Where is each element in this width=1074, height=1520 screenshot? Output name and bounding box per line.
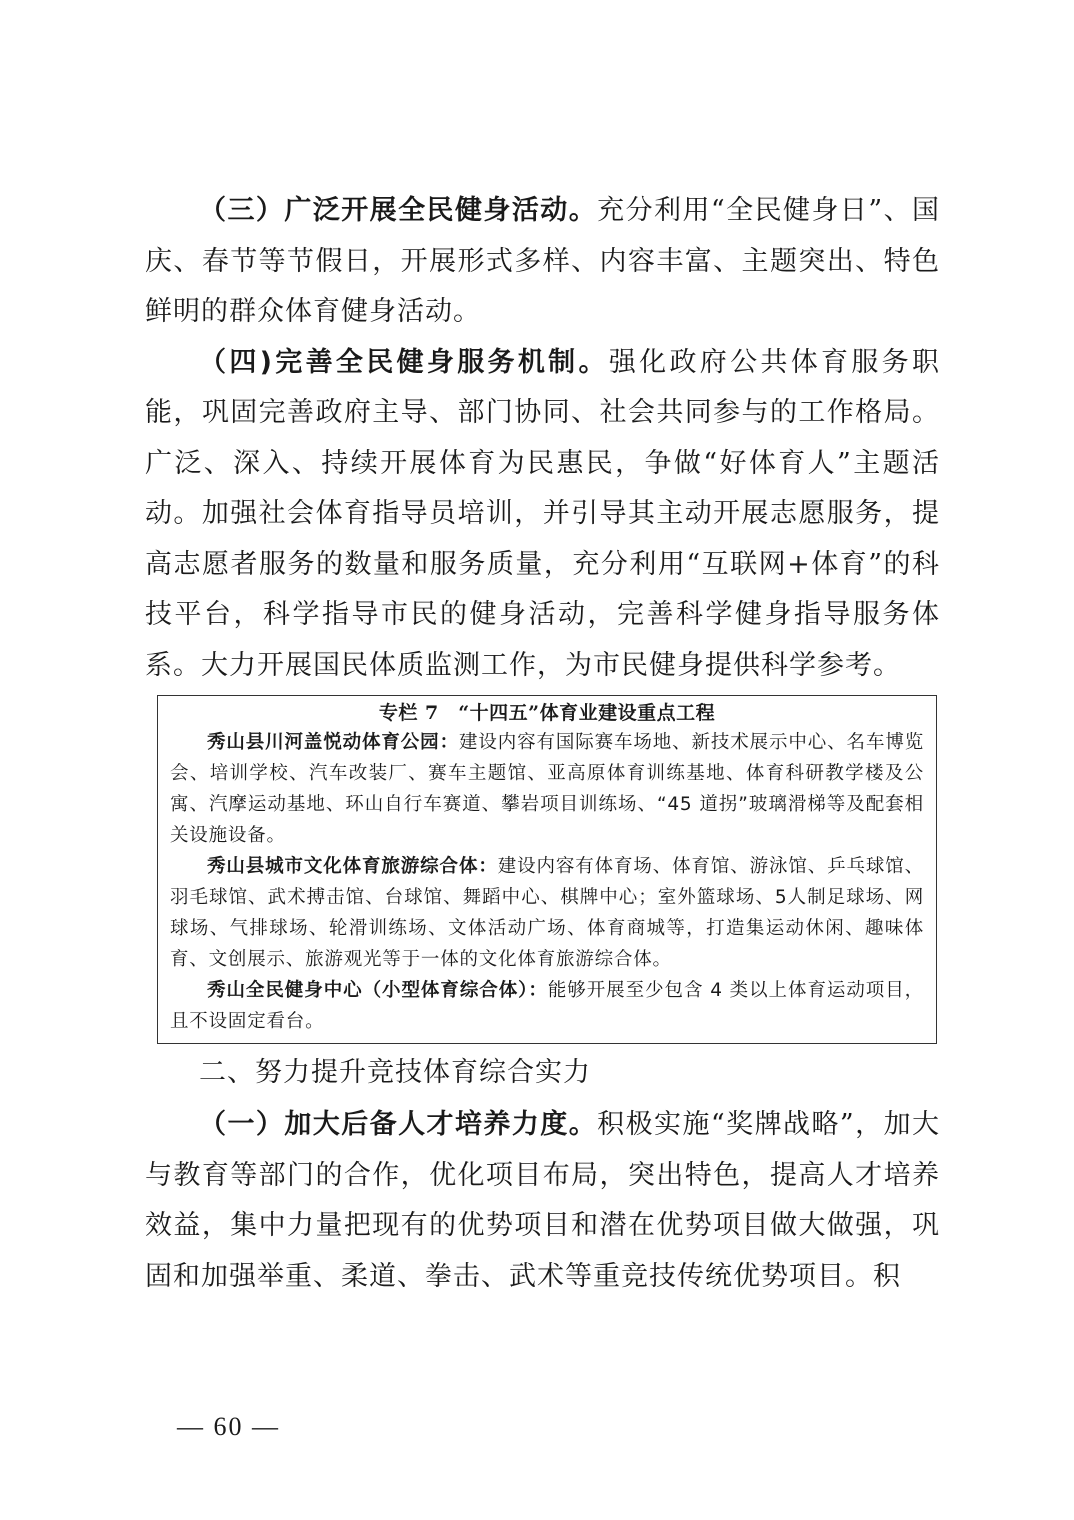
- document-body: [145, 186, 940, 1302]
- section-heading: 二、努力提升竞技体育综合实力: [199, 1057, 591, 1088]
- paragraph-mass-fitness-activities: [145, 186, 940, 338]
- paragraph-lead: （三）广泛开展全民健身活动。: [199, 195, 598, 226]
- page-number: — 60 —: [177, 1412, 280, 1441]
- box-item-body: 建设内容有体育场、体育馆、游泳馆、乒乓球馆、羽毛球馆、武术搏击馆、台球馆、舞蹈中心、棋牌中心；室外篮球场、5人制足球场、网球场、气排球场、轮滑训练场、文体活动广场、体育商城等，打造集运动休闲、趣味体育、文创展示、旅游观光等于一体的文化体育旅游综合体。: [170, 856, 924, 970]
- box-item-fitness-center: [170, 975, 924, 1037]
- box-item-body: 能够开展至少包含 4 类以上体育运动项目，且不设固定看台。: [170, 980, 924, 1032]
- paragraph-body: 强化政府公共体育服务职能，巩固完善政府主导、部门协同、社会共同参与的工作格局。广泛、深入、持续开展体育为民惠民，争做“好体育人”主题活动。加强社会体育指导员培训，并引导其主动开展志愿服务，提高志愿者服务的数量和服务质量，充分利用“互联网+体育”的科技平台，科学指导市民的健身活动，完善科学健身指导服务体系。大力开展国民体质监测工作，为市民健身提供科学参考。: [145, 346, 941, 681]
- paragraph-lead: （一）加大后备人才培养力度。: [199, 1109, 598, 1140]
- paragraph-body: 积极实施“奖牌战略”，加大与教育等部门的合作，优化项目布局，突出特色，提高人才培养效益，集中力量把现有的优势项目和潜在优势项目做大做强，巩固和加强举重、柔道、拳击、武术等重竞技传统优势项目。积: [145, 1109, 941, 1292]
- box-item-culture-sports-complex: [170, 851, 924, 975]
- box-item-lead: 秀山全民健身中心（小型体育综合体）：: [207, 980, 548, 1001]
- key-projects-box: [157, 695, 937, 1044]
- box-item-lead: 秀山县川河盖悦动体育公园：: [207, 732, 459, 753]
- box-item-body: 建设内容有国际赛车场地、新技术展示中心、名车博览会、培训学校、汽车改装厂、赛车主题馆、亚高原体育训练基地、体育科研教学楼及公寓、汽摩运动基地、环山自行车赛道、攀岩项目训练场、“45 道拐”玻璃滑梯等及配套相关设施设备。: [170, 732, 925, 846]
- paragraph-fitness-service-mechanism: [145, 338, 940, 692]
- box-title: 专栏 7 “十四五”体育业建设重点工程: [378, 702, 716, 724]
- box-item-sports-park: [170, 727, 924, 851]
- paragraph-lead: （四)完善全民健身服务机制。: [199, 346, 609, 378]
- box-item-lead: 秀山县城市文化体育旅游综合体：: [207, 856, 498, 877]
- paragraph-body: 充分利用“全民健身日”、国庆、春节等节假日，开展形式多样、内容丰富、主题突出、特色鲜明的群众体育健身活动。: [145, 195, 941, 327]
- paragraph-reserve-talent: [145, 1100, 940, 1302]
